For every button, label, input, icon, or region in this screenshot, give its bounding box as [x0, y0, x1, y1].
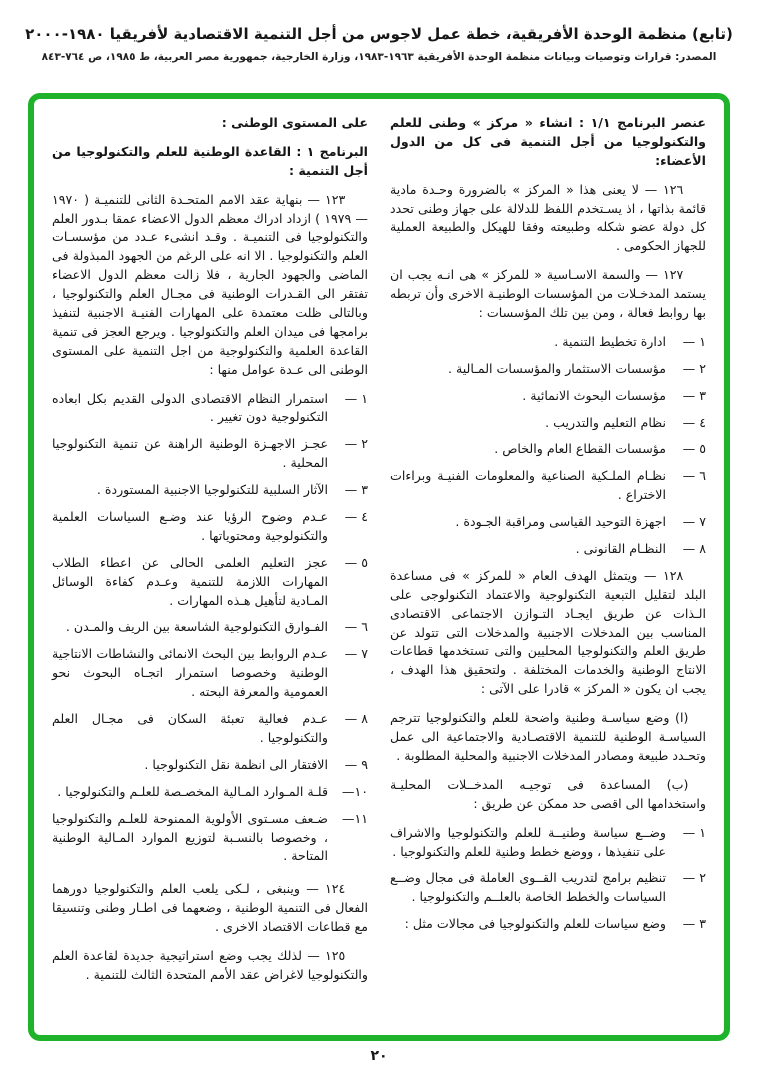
- paragraph-124: ١٢٤ — وينبغى ، لـكى يلعب العلم والتكنولوجيا دورهما الفعال فى التنمية الوطنية ، وضعهما فى اطـار وطنى وتنسيقا مع قطاعات الاقتصاد الاخرى .: [52, 881, 368, 935]
- institution-item: [390, 513, 706, 532]
- item-number: ١٠—: [341, 783, 368, 799]
- item-ba: (ب) المساعدة فى توجيـه المدخــلات المحليـة واستخدامها الى اقصى حد ممكن عن طريق :: [390, 776, 706, 811]
- item-text: قلـة المـوارد المـالية المخصـصة للعلـم والتكنولوجيا .: [57, 783, 328, 799]
- section-heading: على المستوى الوطنى :: [221, 115, 368, 130]
- item-number: ٥ —: [682, 441, 706, 457]
- item-number: ٣ —: [344, 482, 368, 498]
- item-number: ١ —: [344, 390, 368, 406]
- institution-item: [390, 440, 706, 459]
- paragraph-125: ١٢٥ — لذلك يجب وضع استراتيجية جديدة لقاعدة العلم والتكنولوجيا لاغراض عقد الأمم المتحدة الثالث للتنمية .: [52, 947, 368, 982]
- item-text: ضـعف مسـتوى الأولوية الممنوحة للعلـم والتكنولوجيا ، وخصوصا بالنسـبة لتوزيع الموارد المـالية الوطنية المتاحة .: [52, 810, 328, 864]
- method-item: [390, 824, 706, 862]
- item-number: ٦ —: [344, 619, 368, 635]
- item-text: عـدم فعالية تعبئة السكان فى مجـال العلم والتكنولوجيا .: [52, 711, 328, 745]
- paragraph-127: ١٢٧ — والسمة الاسـاسية « للمركز » هى انـه يجب ان يستمد المدخـلات من المؤسسات الوطنيـة الاخرى وأن تربطه بها روابط فعالة ، ومن بين تلك المؤسسات :: [390, 267, 706, 321]
- institution-item: [390, 387, 706, 406]
- item-text: نظـام الملـكية الصناعية والمعلومات الفنيـة وبراءات الاختراع .: [390, 468, 666, 503]
- factor-item: [52, 783, 368, 802]
- factor-item: [52, 810, 368, 867]
- right-column: [52, 114, 368, 1028]
- institution-item: [390, 467, 706, 505]
- program-1-heading: البرنامج ١ : القاعدة الوطنية للعلم والتكنولوجيا من أجل التنمية :: [52, 143, 368, 178]
- item-text: نظام التعليم والتدريب .: [545, 414, 666, 430]
- institution-item: [390, 360, 706, 379]
- factor-item: [52, 508, 368, 546]
- item-text: اجهزة التوحيد القياسى ومراقبة الجـودة .: [455, 514, 666, 530]
- item-number: ١ —: [682, 333, 706, 349]
- factor-item: [52, 390, 368, 428]
- item-number: ٣ —: [682, 916, 706, 932]
- paragraph-123: ١٢٣ — بنهاية عقد الامم المتحـدة الثانى للتنميـة ( ١٩٧٠ — ١٩٧٩ ) ازداد ادراك معظم الدول الاعضاء عمقا بـدور العلم والتكنولوجيا فى التنميـة . وقـد انشىء عـدد من مؤسسـات العلم والتكنولوجيا . الا انه على الرغم من الجهود المبذولة فى الماضى والجهود الجارية ، فلا زالت معظم الدول الاعضاء تفتقر الى القـدرات الوطنية فى مجـال العلم والتكنولوجيا ، وبالتالى ظلت معتمدة على المهارات الفنيـة الاجنبية لتنفيذ برامجها فى ميدان العلم والتكنولوجيا . ويرجع العجز فى تنمية القاعدة العلمية والتكنولوجية من اجل التنمية على المستوى الوطنى الى عـدة عوامل منها :: [52, 191, 368, 377]
- item-text: تنظيم برامج لتدريب القــوى العاملة فى مجال وضــع السياسات والخطط الخاصة بالعلــم والتكنولوجيا .: [390, 870, 666, 905]
- item-text: الافتقار الى انظمة نقل التكنولوجيا .: [144, 756, 328, 772]
- document-title: (تابع) منظمة الوحدة الأفريقية، خطة عمل لاجوس من أجل التنمية الاقتصادية لأفريقيا ١٩٨٠-٢٠٠٠: [25, 25, 733, 43]
- item-text: استمرار النظام الاقتصادى الدولى القديم بكل ابعاده التكنولوجية دون تغيير .: [52, 390, 328, 425]
- item-number: ٤ —: [682, 414, 706, 430]
- item-number: ٨ —: [344, 711, 368, 727]
- program-element-heading: عنصر البرنامج ١/١ : انشاء « مركز » وطنى للعلم والتكنولوجيا من أجل التنمية فى كل من الدول الأعضاء:: [390, 115, 706, 168]
- item-number: ٧ —: [682, 514, 706, 530]
- institution-item: [390, 333, 706, 352]
- item-text: الآثار السلبية للتكنولوجيا الاجنبية المستوردة .: [96, 482, 328, 498]
- method-item: [390, 869, 706, 907]
- item-number: ١١—: [341, 810, 368, 826]
- factor-item: [52, 554, 368, 611]
- document-body: [40, 108, 718, 1028]
- item-text: النظـام القانونى .: [575, 541, 666, 557]
- factor-item: [52, 710, 368, 748]
- item-text: عجز التعليم العلمى الحالى عن اعطاء الطلاب المهارات اللازمة للتنمية وعـدم كفاءة الوسائل المـادية لتأهيل هـذه المهارات .: [52, 554, 328, 608]
- document-source-line: المصدر: قرارات وتوصيات وبيانات منظمة الوحدة الأفريقية ١٩٦٣-١٩٨٣، وزارة الخارجية، جمهورية مصر العربية، ط ١٩٨٥، ص ٧٦٤-٨٤٣: [41, 51, 717, 63]
- item-number: ٤ —: [344, 509, 368, 525]
- item-text: عـدم الروابط بين البحث الانمائى والنشاطات الانتاجية الوطنية وخصوصا استمرار اتجـاه البحوث نحو العمومية والمعرفة البحته .: [52, 646, 328, 700]
- item-text: عجـز الاجهـزة الوطنية الراهنة عن تنمية التكنولوجيا المحلية .: [52, 436, 328, 471]
- item-text: مؤسسات القطاع العام والخاص .: [494, 441, 666, 457]
- item-number: ٢ —: [682, 360, 706, 376]
- item-number: ٧ —: [344, 646, 368, 662]
- factor-item: [52, 756, 368, 775]
- item-text: وضع سياسات للعلم والتكنولوجيا فى مجالات مثل :: [404, 916, 666, 932]
- item-number: ٥ —: [344, 554, 368, 570]
- item-number: ١ —: [682, 824, 706, 840]
- method-item: [390, 915, 706, 934]
- factor-item: [52, 435, 368, 473]
- paragraph-128: ١٢٨ — ويتمثل الهدف العام « للمركز » فى مساعدة البلد لتقليل التبعية التكنولوجية والاعتماد التكنولوجى على الـذات عن طريق ايجـاد التـوازن الاجتماعى الاقتصادى المناسب بين المدخلات الاجنبية والمدخلات التى تتولد عن طريق العلم والتكنولوجيا المحليين والتى تستخدمها قطاعات الانتاج الوطنية والخدمات المختلفة . ولتحقيق هذا الهدف ، يجب ان يكون « المركز » قادرا على الآتى :: [390, 567, 706, 697]
- page-number: ٢٠: [370, 1048, 388, 1064]
- item-alef: (ا) وضع سياسـة وطنية واضحة للعلم والتكنولوجيا تترجم السياسـة الوطنية للتنمية الاقتصـادية والاجتماعية الى عمل وتحـدد طبيعة ومصادر المدخلات الاجنبية والمحلية المطلوبة .: [390, 710, 706, 763]
- item-text: مؤسسات البحوث الانمائية .: [522, 387, 666, 403]
- item-number: ٣ —: [682, 387, 706, 403]
- paragraph-126: ١٢٦ — لا يعنى هذا « المركز » بالضرورة وحـدة مادية قائمة بذاتها ، اذ يسـتخدم اللفظ للدلالة على جهاز وطنى تحدد كل دولة عضو شكله وطبيعته وفقا للهيكل والطبيعة العملية للجهاز الحكومى .: [390, 181, 706, 254]
- item-text: مؤسسات الاستثمار والمؤسسات المـالية .: [448, 360, 666, 376]
- institution-item: [390, 540, 706, 559]
- institution-item: [390, 414, 706, 433]
- item-text: عـدم وضوح الرؤيا عند وضـع السياسات العلمية والتكنولوجية ومحتوياتها .: [52, 509, 328, 543]
- factor-item: [52, 481, 368, 500]
- item-text: ادارة تخطيط التنمية .: [554, 333, 666, 349]
- item-number: ٦ —: [682, 468, 706, 484]
- item-text: وضــع سياسة وطنيــة للعلم والتكنولوجيا والاشراف على تنفيذها ، ووضع خطط وطنية للعلم والتكنولوجيا .: [390, 824, 666, 859]
- item-number: ٨ —: [682, 541, 706, 557]
- item-number: ٢ —: [682, 870, 706, 886]
- item-text: الفـوارق التكنولوجية الشاسعة بين الريف والمـدن .: [65, 619, 328, 635]
- item-number: ٢ —: [344, 436, 368, 452]
- factor-item: [52, 618, 368, 637]
- factor-item: [52, 645, 368, 702]
- left-column: [390, 114, 706, 1028]
- page-header: [0, 24, 758, 63]
- item-number: ٩ —: [344, 756, 368, 772]
